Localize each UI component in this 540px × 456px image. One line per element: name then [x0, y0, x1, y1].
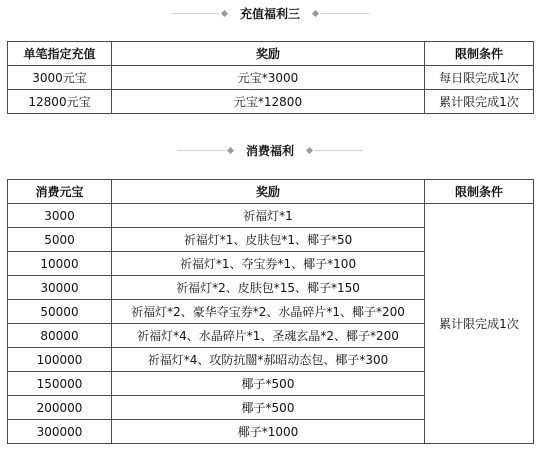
- amount-cell: 12800元宝: [8, 90, 112, 114]
- amount-cell: 30000: [8, 276, 112, 300]
- column-header: 限制条件: [425, 42, 534, 66]
- reward-cell: 祈福灯*2、皮肤包*15、椰子*150: [112, 276, 425, 300]
- reward-cell: 椰子*500: [112, 396, 425, 420]
- section-title-recharge: [0, 3, 540, 23]
- section-title-text: 充值福利三: [239, 6, 300, 21]
- title-decoration-right: [304, 148, 363, 153]
- amount-cell: 3000: [8, 204, 112, 228]
- reward-cell: 祈福灯*1、夺宝券*1、椰子*100: [112, 252, 425, 276]
- amount-cell: 10000: [8, 252, 112, 276]
- table-row: [8, 66, 534, 90]
- reward-cell: 祈福灯*4、水晶碎片*1、圣魂玄晶*2、椰子*200: [112, 324, 425, 348]
- limit-cell: 累计限完成1次: [425, 204, 534, 444]
- table-header-row: [8, 42, 534, 66]
- column-header: 单笔指定充值: [8, 42, 112, 66]
- column-header: 奖励: [112, 180, 425, 204]
- amount-cell: 50000: [8, 300, 112, 324]
- reward-cell: 祈福灯*4、攻防抗闓*郝昭动态包、椰子*300: [112, 348, 425, 372]
- reward-cell: 椰子*1000: [112, 420, 425, 444]
- limit-cell: 累计限完成1次: [425, 90, 534, 114]
- reward-cell: 祈福灯*1: [112, 204, 425, 228]
- title-decoration-left: [171, 11, 230, 16]
- amount-cell: 200000: [8, 396, 112, 420]
- table-header-row: [8, 180, 534, 204]
- amount-cell: 300000: [8, 420, 112, 444]
- amount-cell: 3000元宝: [8, 66, 112, 90]
- amount-cell: 100000: [8, 348, 112, 372]
- table-row: [8, 204, 534, 228]
- reward-cell: 元宝*3000: [112, 66, 425, 90]
- section-title-text: 消费福利: [245, 143, 294, 158]
- reward-cell: 祈福灯*1、皮肤包*1、椰子*50: [112, 228, 425, 252]
- consumption-table: [7, 179, 534, 444]
- recharge-table: [7, 41, 534, 114]
- reward-cell: 椰子*500: [112, 372, 425, 396]
- amount-cell: 80000: [8, 324, 112, 348]
- reward-cell: 祈福灯*2、豪华夺宝券*2、水晶碎片*1、椰子*200: [112, 300, 425, 324]
- reward-cell: 元宝*12800: [112, 90, 425, 114]
- limit-cell: 每日限完成1次: [425, 66, 534, 90]
- title-decoration-right: [310, 11, 369, 16]
- column-header: 奖励: [112, 42, 425, 66]
- title-decoration-left: [177, 148, 236, 153]
- amount-cell: 5000: [8, 228, 112, 252]
- amount-cell: 150000: [8, 372, 112, 396]
- section-title-consumption: [0, 140, 540, 160]
- table-row: [8, 90, 534, 114]
- column-header: 限制条件: [425, 180, 534, 204]
- column-header: 消费元宝: [8, 180, 112, 204]
